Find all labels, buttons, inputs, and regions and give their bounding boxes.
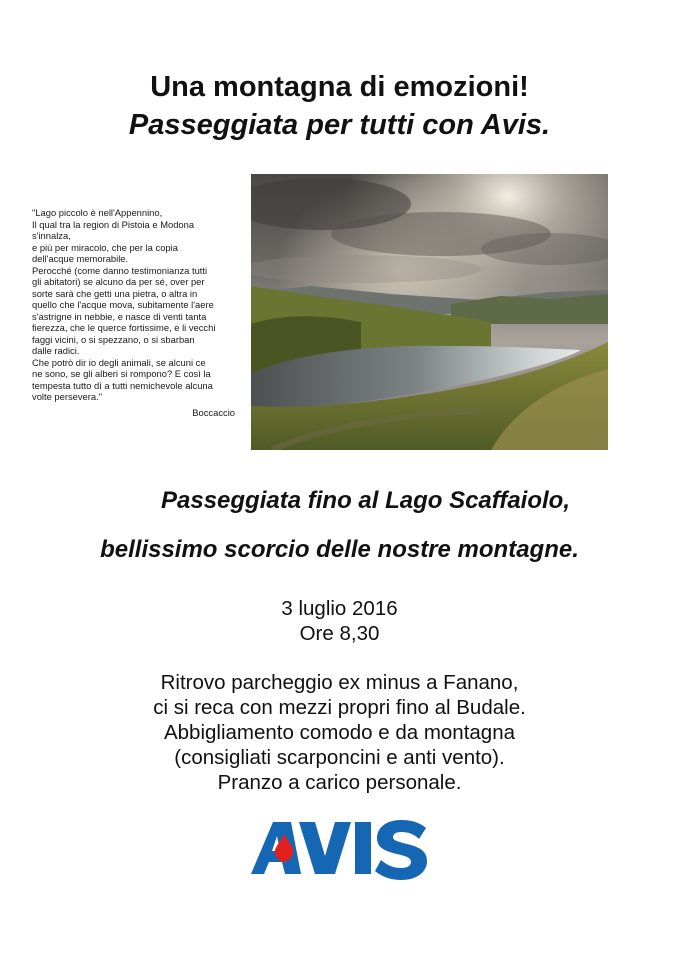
quote-line: tempesta tutto dì a tutti nemichevole alcuna: [32, 379, 213, 391]
quote-line: faggi vicini, o si spezzano, o si sbarban: [32, 333, 195, 345]
event-detail: (consigliati scarponcini e anti vento).: [174, 746, 505, 769]
avis-logo-v: [299, 822, 351, 874]
avis-logo: [251, 818, 429, 880]
quote-line: sorte sarà che getti una pietra, o altra in: [32, 287, 198, 299]
event-time: Ore 8,30: [299, 622, 380, 645]
quote-line: gli abitatori) se alcuno da per sé, over per: [32, 276, 205, 287]
quote-line: s'astrigne in nebbie, e nasce di venti tanta: [32, 310, 207, 322]
quote-line: dell'acque memorabile.: [32, 253, 129, 264]
event-headline-line1: Passeggiata fino al Lago Scaffaiolo,: [161, 487, 570, 514]
quote-line: e più per miracolo, che per la copia: [32, 241, 178, 253]
event-detail: ci si reca con mezzi propri fino al Budale.: [153, 696, 526, 719]
avis-logo-i: [355, 822, 371, 874]
quote-author: Boccaccio: [192, 406, 235, 418]
lake-scaffaiolo-photo: [251, 174, 608, 450]
event-detail: Ritrovo parcheggio ex minus a Fanano,: [160, 671, 519, 694]
quote-line: Che potrò dir io degli animali, se alcuni ce: [32, 356, 206, 368]
quote-line: "Lago piccolo è nell'Appennino,: [32, 207, 163, 218]
quote-line: quello che l'acque mova, subitamente l'aere: [32, 299, 214, 310]
quote-line: Perocché (come danno testimonianza tutti: [32, 264, 208, 276]
page-subtitle: Passeggiata per tutti con Avis.: [128, 109, 551, 141]
page-title: Una montagna di emozioni!: [150, 71, 529, 103]
quote-line: dalle radici.: [32, 345, 80, 356]
quote-line: ne sono, se gli alberi si rompono? E così la: [32, 368, 211, 379]
quote-line: s'innalza,: [32, 230, 71, 241]
event-detail: Abbigliamento comodo e da montagna: [163, 721, 515, 744]
avis-logo-s: [375, 820, 427, 880]
boccaccio-quote: [32, 207, 240, 418]
quote-line: fierezza, che le querce fortissime, e li vecchi: [32, 322, 216, 333]
quote-line: volte persevera.": [32, 391, 103, 402]
event-date: 3 luglio 2016: [281, 597, 398, 620]
event-headline-line2: bellissimo scorcio delle nostre montagne.: [100, 536, 579, 563]
event-detail: Pranzo a carico personale.: [217, 771, 462, 794]
quote-line: Il qual tra la region di Pistoia e Modona: [32, 218, 195, 230]
